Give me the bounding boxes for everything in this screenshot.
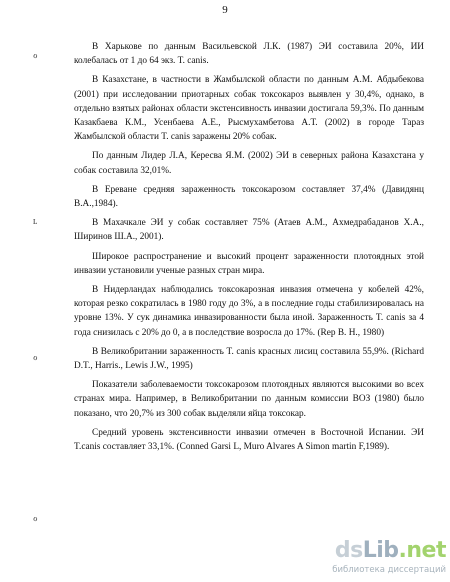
paragraph: В Махачкале ЭИ у собак составляет 75% (Атаев А.М., Ахмедрабаданов Х.А., Ширинов Ш.А., 2001). <box>74 218 424 243</box>
watermark-logo <box>335 538 446 563</box>
watermark <box>334 538 446 578</box>
margin-mark: ℴ <box>33 50 38 61</box>
paragraph: В Харькове по данным Васильевской Л.К. (1987) ЭИ составила 20%, ИИ колебалась от 1 до 64 экз. T. canis. <box>74 42 424 67</box>
paragraph: В Великобритании зараженность T. canis красных лисиц составила 55,9%. (Richard D.T., Harris., Lewis J.W., 1995) <box>74 346 424 372</box>
watermark-logo-net: .net <box>398 538 446 563</box>
margin-mark: ℴ <box>33 513 38 524</box>
paragraph: В Нидерландах наблюдались токсокарозная инвазия отмечена у кобелей 42%, которая резко сократилась в 1980 году до 3%, а в последние годы стабилизировалась на уровне 13%. У сук динамика инвазированности была иной. Зараженность T. canis за 4 года снизилась с 20% до 0, а в последствие возросла до 17%. (Rep B. H., 1980) <box>74 285 424 338</box>
watermark-logo-lib: Lib <box>362 538 399 563</box>
document-body <box>74 40 424 457</box>
paragraph: Средний уровень экстенсивности инвазии отмечен в Восточной Испании. ЭИ T.canis составляет 33,1%. (Conned Garsi L, Muro Alvares A Simon martin F,1989). <box>74 427 424 453</box>
paragraph: В Казахстане, в частности в Жамбылской области по данным А.М. Абдыбекова (2001) при исследовании приотарных собак токсокароз выявлен у 30,4%, однако, в отдельно взятых районах области экстенсивность инвазии достигала 59,3%. По данным Казакбаева К.М., Усенбаева А.Е., Рысмухамбетова А.Т. (2002) в городе Тараз Жамбылской области T. canis заражены 20% собак. <box>74 75 424 143</box>
paragraph: Широкое распространение и высокий процент зараженности плотоядных этой инвазии установили ученые разных стран мира. <box>74 251 424 276</box>
page-number: 9 <box>222 4 228 16</box>
paragraph: В Ереване средняя зараженность токсокарозом составляет 37,4% (Давидянц В.А.,1984). <box>74 184 424 210</box>
paragraph: Показатели заболеваемости токсокарозом плотоядных являются высокими во всех странах мира. Например, в Великобритании по данным комиссии ВОЗ (1980) было показано, что 20,7% из 300 собак выделяли яйца токсокар. <box>74 380 424 419</box>
margin-mark: ℴ <box>33 352 38 363</box>
watermark-logo-ds: ds <box>334 538 363 563</box>
watermark-caption: библиотека диссертаций <box>332 565 446 575</box>
paragraph: По данным Лидер Л.А, Кересва Я.М. (2002) ЭИ в северных района Казахстана у собак составила 32,01%. <box>74 151 424 176</box>
margin-mark: ʟ <box>33 216 38 227</box>
